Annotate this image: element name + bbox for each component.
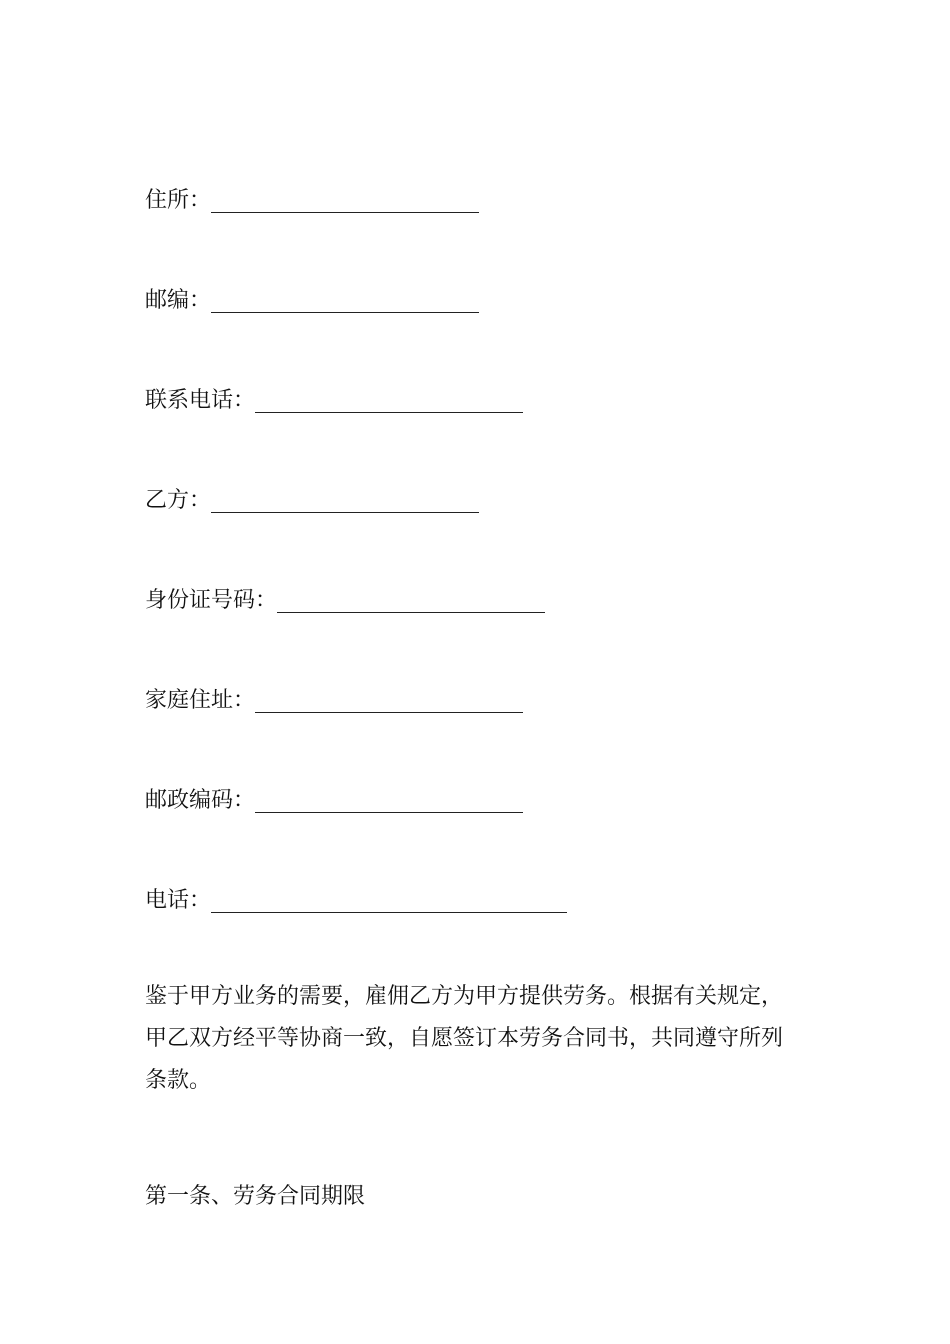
field-label: 电话： — [145, 888, 212, 913]
field-residence — [145, 186, 479, 216]
field-party-b — [145, 486, 479, 516]
article-heading: 第一条、劳务合同期限 — [145, 1184, 366, 1209]
field-label: 乙方： — [145, 488, 212, 513]
fill-in-blank[interactable] — [255, 690, 523, 713]
fill-in-blank[interactable] — [255, 790, 523, 813]
field-postcode — [145, 286, 479, 316]
fill-in-blank[interactable] — [277, 590, 545, 613]
fill-in-blank[interactable] — [211, 890, 567, 913]
fill-in-blank[interactable] — [211, 490, 479, 513]
fill-in-blank[interactable] — [211, 190, 479, 213]
field-home-address — [145, 686, 523, 716]
field-label: 身份证号码： — [145, 588, 278, 613]
paragraph-line: 条款。 — [145, 1068, 212, 1093]
field-label: 联系电话： — [145, 388, 256, 413]
field-postal-code — [145, 786, 523, 816]
field-label: 住所： — [145, 188, 212, 213]
field-phone — [145, 886, 567, 916]
preamble-paragraph — [145, 976, 815, 1102]
paragraph-line: 鉴于甲方业务的需要，雇佣乙方为甲方提供劳务。根据有关规定， — [145, 984, 784, 1009]
paragraph-line: 甲乙双方经平等协商一致，自愿签订本劳务合同书，共同遵守所列 — [145, 1026, 784, 1051]
fill-in-blank[interactable] — [211, 290, 479, 313]
field-contact-phone — [145, 386, 523, 416]
field-label: 邮政编码： — [145, 788, 256, 813]
fill-in-blank[interactable] — [255, 390, 523, 413]
field-label: 邮编： — [145, 288, 212, 313]
field-id-number — [145, 586, 545, 616]
field-label: 家庭住址： — [145, 688, 256, 713]
